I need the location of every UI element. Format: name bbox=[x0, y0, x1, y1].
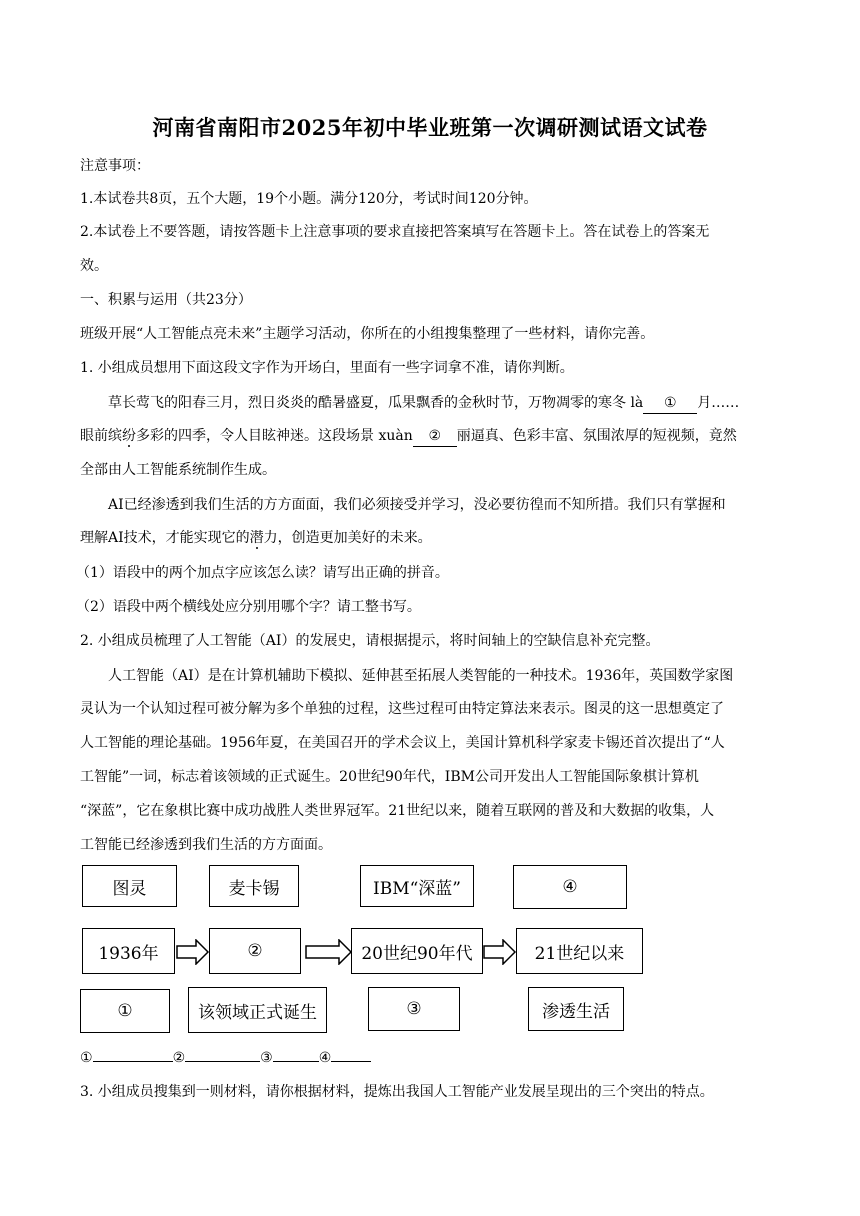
timeline-event-box: ③ bbox=[368, 987, 460, 1031]
answer-line bbox=[331, 1046, 371, 1062]
question-2-passage-line: 人工智能（AI）是在计算机辅助下模拟、延伸甚至拓展人类智能的一种技术。1936年，英国数学家图 bbox=[108, 668, 734, 684]
notice-item-1: 1.本试卷共8页，五个大题，19个小题。满分120分，考试时间120分钟。 bbox=[80, 191, 538, 207]
answer-blanks: ① ② ③ ④ bbox=[80, 1046, 785, 1068]
blank-1: ① bbox=[643, 393, 697, 414]
question-2-passage-line: 灵认为一个认知过程可被分解为多个单独的过程，这些过程可由特定算法来表示。图灵的这一思想奠定了 bbox=[80, 701, 724, 717]
right-arrow-icon bbox=[483, 939, 517, 965]
answer-line bbox=[93, 1046, 173, 1062]
timeline-person-box: IBM“深蓝” bbox=[360, 865, 474, 907]
answer-line bbox=[185, 1046, 260, 1062]
question-2-passage-line: 工智能”一词，标志着该领域的正式诞生。20世纪90年代，IBM公司开发出人工智能国际象棋计算机 bbox=[80, 769, 699, 785]
timeline-person-box: 麦卡锡 bbox=[209, 865, 299, 907]
question-1-stem: 1. 小组成员想用下面这段文字作为开场白，里面有一些字词拿不准，请你判断。 bbox=[80, 360, 574, 376]
timeline-time-box: 21世纪以来 bbox=[516, 928, 643, 974]
question-1-sub-2: （2）语段中两个横线处应分别用哪个字？请工整书写。 bbox=[76, 599, 421, 615]
question-3-stem: 3. 小组成员搜集到一则材料，请你根据材料，提炼出我国人工智能产业发展呈现出的三个突出的特点。 bbox=[80, 1084, 714, 1100]
timeline-event-box: 渗透生活 bbox=[528, 987, 624, 1031]
question-1-sub-1: （1）语段中的两个加点字应该怎么读？请写出正确的拼音。 bbox=[76, 565, 449, 581]
question-1-passage-line: 全部由人工智能系统制作生成。 bbox=[80, 462, 276, 478]
timeline-event-box: 该领域正式诞生 bbox=[188, 987, 327, 1033]
question-1-passage-line: 理解AI技术，才能实现它的潜力，创造更加美好的未来。 bbox=[80, 530, 432, 546]
timeline-time-box: 20世纪90年代 bbox=[351, 928, 483, 974]
question-2-passage-line: 工智能已经渗透到我们生活的方方面面。 bbox=[80, 837, 332, 853]
question-2-passage-line: 人工智能的理论基础。1956年夏，在美国召开的学术会议上，美国计算机科学家麦卡锡还首次提出了“人 bbox=[80, 735, 725, 751]
question-2-stem: 2. 小组成员梳理了人工智能（AI）的发展史，请根据提示，将时间轴上的空缺信息补充完整。 bbox=[80, 633, 660, 649]
question-1-passage-line: 眼前缤纷多彩的四季，令人目眩神迷。这段场景 xuàn ② 丽逼真、色彩丰富、氛围浓厚的短视频，竟然 bbox=[80, 426, 785, 447]
answer-line bbox=[273, 1046, 319, 1062]
section-heading: 一、积累与运用（共23分） bbox=[80, 292, 252, 308]
question-1-passage-line: 草长莺飞的阳春三月，烈日炎炎的酷暑盛夏，瓜果飘香的金秋时节，万物凋零的寒冬 là ① 月…… bbox=[108, 393, 785, 414]
question-2-passage-line: “深蓝”，它在象棋比赛中成功战胜人类世界冠军。21世纪以来，随着互联网的普及和大数据的收集，人 bbox=[80, 803, 715, 819]
dotted-char: 纷 bbox=[122, 428, 136, 444]
timeline-time-box: 1936年 bbox=[82, 928, 175, 974]
page-title: 河南省南阳市2025年初中毕业班第一次调研测试语文试卷 bbox=[152, 115, 708, 140]
question-1-passage-line: AI已经渗透到我们生活的方方面面，我们必须接受并学习，没必要彷徨而不知所措。我们只有掌握和 bbox=[108, 497, 726, 513]
section-intro: 班级开展“人工智能点亮未来”主题学习活动，你所在的小组搜集整理了一些材料，请你完善。 bbox=[80, 326, 655, 342]
notice-heading: 注意事项： bbox=[80, 158, 150, 174]
dotted-char: 潜 bbox=[249, 530, 264, 546]
right-arrow-icon bbox=[305, 939, 353, 965]
timeline-time-box: ② bbox=[209, 928, 301, 974]
right-arrow-icon bbox=[176, 939, 210, 965]
notice-item-2: 2.本试卷上不要答题，请按答题卡上注意事项的要求直接把答案填写在答题卡上。答在试卷上的答案无 bbox=[80, 224, 710, 240]
timeline-event-box: ① bbox=[80, 989, 170, 1033]
timeline-person-box: 图灵 bbox=[82, 865, 177, 907]
notice-item-2-cont: 效。 bbox=[80, 258, 108, 274]
timeline-person-box: ④ bbox=[513, 865, 627, 909]
blank-2: ② bbox=[413, 426, 457, 447]
